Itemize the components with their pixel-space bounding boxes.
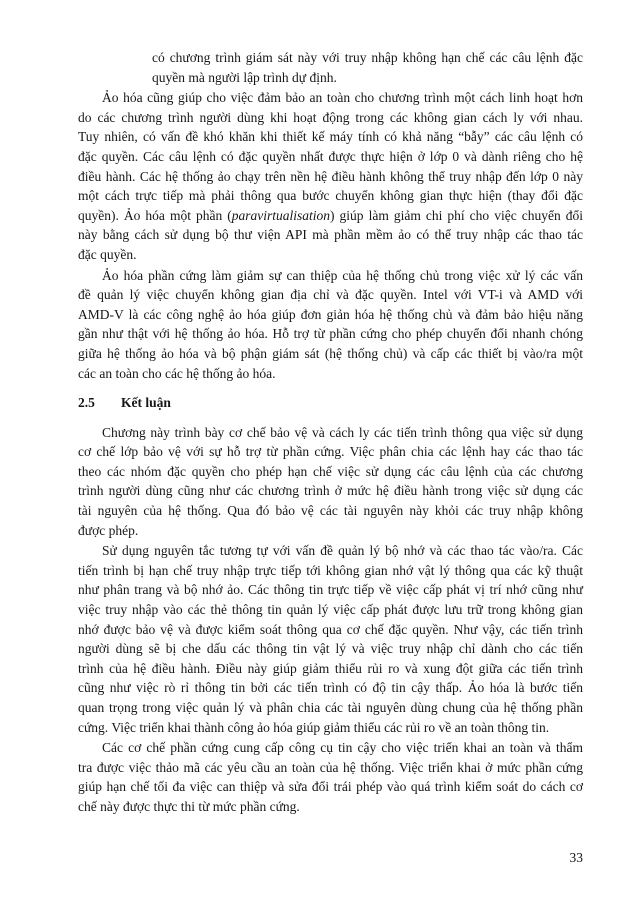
text-line: chế này được thực thi từ mức phần cứng. bbox=[78, 798, 300, 814]
text-line: tra được việc thảo mã các yêu cầu an toàn của hệ thống. Việc triển khai ở mức phần cứng bbox=[78, 759, 583, 775]
text-line: một cách trực tiếp mà phải thông qua bước chuyển không gian thực hiện (thay đổi đặc bbox=[78, 188, 583, 204]
paragraph bbox=[78, 541, 583, 737]
paragraph bbox=[78, 88, 583, 264]
text-line: cứng. Việc triển khai thành công ảo hóa giúp giảm thiểu các rủi ro về an toàn thông tin. bbox=[78, 719, 550, 735]
text-line: Các cơ chế phần cứng cung cấp công cụ tin cậy cho việc triển khai an toàn và thẩm bbox=[102, 740, 583, 756]
text-line: AMD-V là các công nghệ ảo hóa giúp đơn giản hóa hệ thống chủ và đảm bảo hiệu năng bbox=[78, 306, 583, 322]
text-line: điều hành. Các hệ thống ảo chạy trên nền hệ điều hành không thể truy nhập đến lớp 0 này bbox=[78, 168, 583, 184]
text-line: cũng như việc rò rỉ thông tin bởi các tiến trình có độ tin cậy thấp. Ảo hóa là bước tiến bbox=[78, 680, 583, 696]
body-text bbox=[78, 48, 583, 817]
paragraph bbox=[78, 738, 583, 816]
text-line: đặc quyền. bbox=[78, 246, 137, 262]
text-line: được phép. bbox=[78, 522, 139, 538]
text-line: này bằng cách sử dụng bộ thư viện API mà phần mềm ảo có thể truy nhập các thao tác bbox=[78, 227, 583, 243]
text-line: trình của hệ điều hành. Điều này giúp giảm thiểu rủi ro và xung đột giữa các tiến trình bbox=[78, 660, 583, 676]
text-line: Sử dụng nguyên tắc tương tự với vấn đề quản lý bộ nhớ và các thao tác vào/ra. Các bbox=[102, 543, 583, 559]
text-line: Ảo hóa phần cứng làm giảm sự can thiệp của hệ thống chủ trong việc xử lý các vấn bbox=[102, 267, 583, 283]
text-segment: quyền). Ảo hóa một phần ( bbox=[78, 207, 232, 223]
text-line: tiến trình bị hạn chế truy nhập trực tiếp tới không gian nhớ vật lý thông qua các kỹ thuật bbox=[78, 562, 583, 578]
section-heading bbox=[78, 393, 583, 413]
text-line: giúp hạn chế tối đa việc can thiệp và sửa đổi trái phép vào quá trình kiểm soát do cách cơ bbox=[78, 779, 583, 795]
text-line: nhớ được bảo vệ và được kiểm soát thông qua cơ chế đặc quyền. Như vậy, các tiến trình bbox=[78, 621, 583, 637]
list-item-continuation bbox=[78, 48, 583, 87]
text-line: trình người dùng cũng như các chương trình ở mức hệ điều hành trong việc sử dụng các bbox=[78, 483, 583, 499]
text-line: người dùng sẽ bị che dấu các thông tin vật lý và việc truy nhập chỉ dành cho các tiến bbox=[78, 641, 583, 657]
text-line bbox=[78, 206, 583, 226]
section-number: 2.5 bbox=[78, 395, 95, 411]
text-line: do các chương trình người dùng khi hoạt động trong các không gian cách ly với nhau. bbox=[78, 109, 583, 125]
text-line: đề quản lý việc chuyển không gian địa chỉ và đặc quyền. Intel với VT-i và AMD với bbox=[78, 287, 583, 303]
text-line: cơ chế lớp bảo vệ với sự hỗ trợ từ phần cứng. Việc phân chia các lệnh hay các thao tác bbox=[78, 444, 583, 460]
paragraph bbox=[78, 266, 583, 384]
italic-term: paravirtualisation bbox=[231, 207, 331, 223]
text-line: Ảo hóa cũng giúp cho việc đảm bảo an toàn cho chương trình một cách linh hoạt hơn bbox=[102, 90, 583, 106]
text-segment: ) giúp làm giảm chi phí cho việc chuyển đổi bbox=[330, 207, 583, 223]
text-line: theo các nhóm đặc quyền cho phép hạn chế việc sử dụng các câu lệnh của các chương bbox=[78, 463, 583, 479]
text-line: quyền mà người lập trình dự định. bbox=[152, 69, 337, 85]
paragraph bbox=[78, 423, 583, 541]
page-number: 33 bbox=[569, 850, 583, 865]
text-line: tài nguyên của hệ thống. Qua đó bảo vệ các tài nguyên này khỏi các truy nhập không bbox=[78, 503, 583, 519]
text-line: Chương này trình bày cơ chế bảo vệ và cách ly các tiến trình thông qua việc sử dụng bbox=[102, 424, 583, 440]
text-line: gần như thật với hệ thống ảo hóa. Hỗ trợ từ phần cứng cho phép chuyển đổi nhanh chóng bbox=[78, 326, 583, 342]
text-line: đặc quyền. Các câu lệnh có đặc quyền nhất được thực hiện ở lớp 0 và dành riêng cho hệ bbox=[78, 148, 583, 164]
text-line: việc truy nhập vào các thẻ thông tin quản lý việc cấp phát được lưu trữ trong không gian bbox=[78, 602, 583, 618]
text-line: quan trọng trong việc quản lý và phân chia các tài nguyên dùng chung của hệ thống phần bbox=[78, 700, 583, 715]
text-line: như phân trang và bộ nhớ ảo. Các thông tin trực tiếp về việc cấp phát vị trí nhớ cũng như bbox=[78, 582, 583, 598]
section-title: Kết luận bbox=[121, 395, 171, 411]
text-line: Tuy nhiên, có vấn đề khó khăn khi thiết kế máy tính có khả năng “bẫy” các câu lệnh có bbox=[78, 129, 583, 145]
text-line: giữa hệ thống ảo hóa và bộ phận giám sát (hệ thống chủ) và cấp các thiết bị vào/ra một bbox=[78, 345, 583, 361]
text-line: có chương trình giám sát này với truy nhập không hạn chế các câu lệnh đặc bbox=[152, 50, 583, 65]
text-line: các an toàn cho các hệ thống ảo hóa. bbox=[78, 365, 276, 381]
